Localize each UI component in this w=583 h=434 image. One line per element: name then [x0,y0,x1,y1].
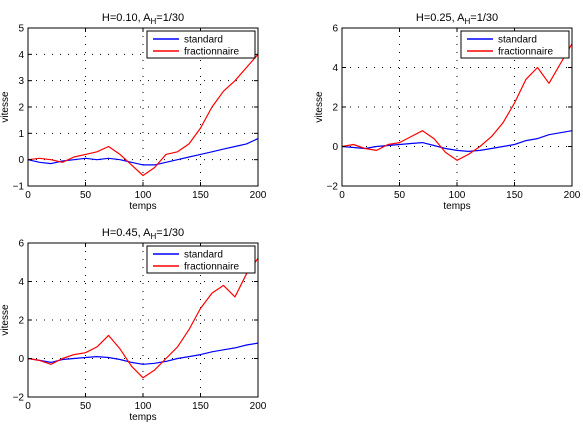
chart-3 [0,227,267,423]
chart-title-suffix: =1/30 [470,12,499,24]
x-tick-label: 100 [134,190,152,201]
x-axis-label: temps [129,412,157,423]
y-axis-label: vitesse [314,91,325,123]
y-axis-label: vitesse [0,91,11,123]
x-axis-label: temps [443,201,471,212]
x-tick-label: 200 [249,401,267,412]
legend-label: standard [498,34,537,46]
x-tick-label: 200 [563,190,581,201]
chart-title-main: H=0.45, A [101,227,151,239]
legend [147,31,255,58]
legend-label: fractionnaire [498,46,554,58]
legend-label: fractionnaire [184,261,240,273]
legend-label: standard [184,34,223,46]
y-tick-label: −2 [12,392,24,404]
chart-title-subscript: H [150,232,157,241]
x-tick-label: 150 [192,190,209,201]
x-tick-label: 150 [506,190,523,201]
chart-2 [314,12,581,212]
y-tick-label: 2 [18,102,24,114]
y-tick-label: 0 [332,142,338,153]
y-tick-label: 4 [332,63,338,74]
y-tick-label: −2 [326,181,338,193]
x-tick-label: 50 [79,190,92,201]
x-axis-label: temps [129,201,157,212]
chart-title [416,12,498,26]
y-axis-label: vitesse [0,304,11,336]
y-tick-label: −1 [12,181,24,193]
chart-title [102,12,184,26]
legend-label: standard [184,249,223,261]
x-tick-label: 150 [192,401,209,412]
y-tick-label: 0 [18,155,24,167]
legend-label: fractionnaire [184,46,240,58]
x-tick-label: 0 [25,190,31,201]
chart-title-main: H=0.10, A [101,12,151,24]
y-tick-label: 4 [18,277,24,288]
chart-title [102,227,184,241]
y-tick-label: 0 [18,354,24,365]
y-tick-label: 2 [332,102,338,114]
legend [461,31,569,58]
y-tick-label: 6 [18,238,24,250]
chart-title-suffix: =1/30 [156,227,185,239]
x-tick-label: 100 [448,190,466,201]
chart-1 [0,12,267,212]
x-tick-label: 50 [393,190,406,201]
y-tick-label: 1 [18,128,24,140]
chart-title-subscript: H [150,17,157,26]
y-tick-label: 6 [332,23,338,35]
chart-title-main: H=0.25, A [415,12,465,24]
x-tick-label: 200 [249,190,267,201]
x-tick-label: 0 [25,401,31,412]
y-tick-label: 2 [18,315,24,327]
chart-title-suffix: =1/30 [156,12,185,24]
x-tick-label: 0 [339,190,345,201]
y-tick-label: 4 [18,49,24,61]
x-tick-label: 50 [79,401,92,412]
chart-title-subscript: H [464,17,471,26]
legend [147,246,255,273]
y-tick-label: 3 [18,76,24,88]
x-tick-label: 100 [134,401,152,412]
y-tick-label: 5 [18,23,24,35]
